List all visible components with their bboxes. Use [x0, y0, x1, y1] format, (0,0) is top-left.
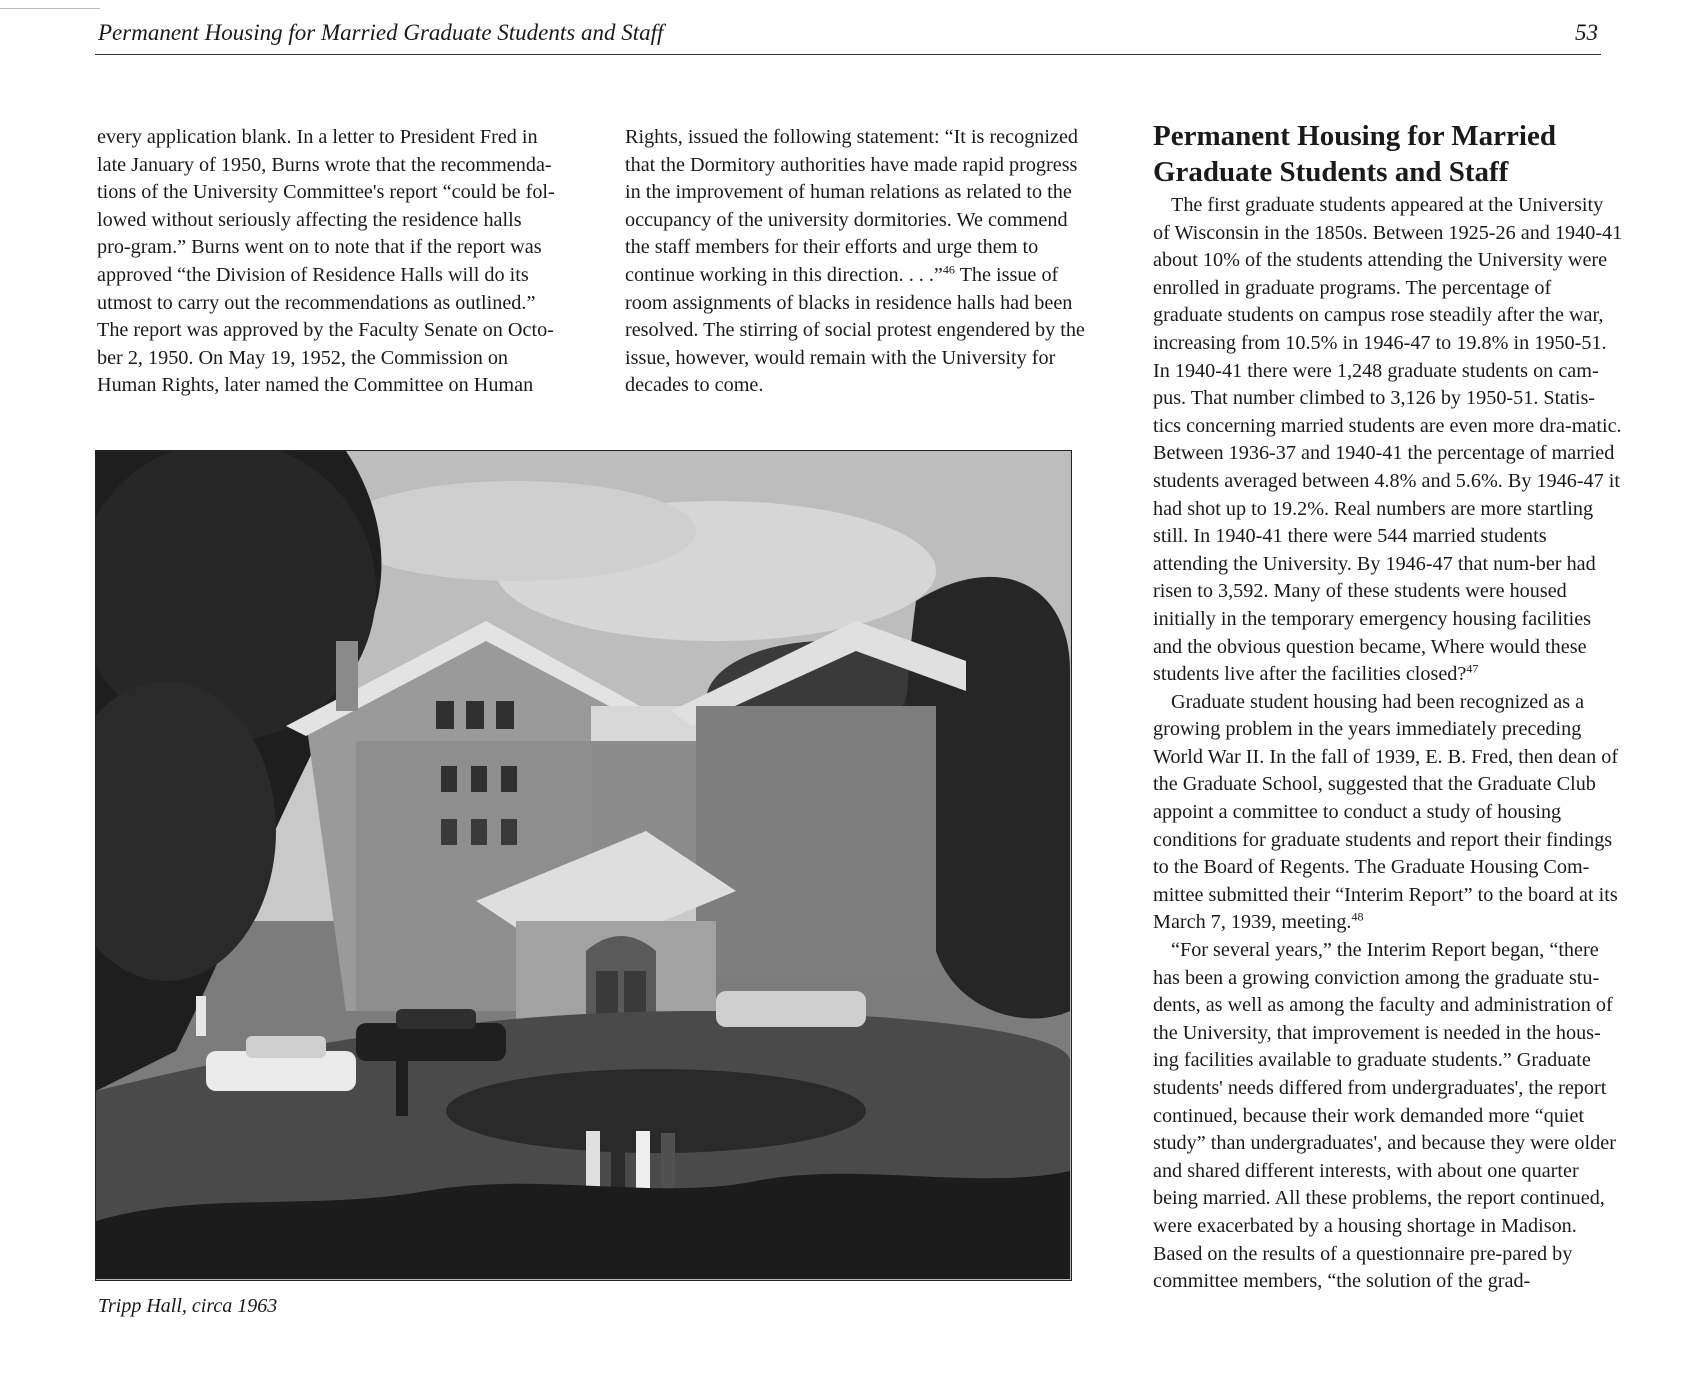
- paragraph-2: [1153, 689, 1623, 937]
- section-heading: Permanent Housing for Married Graduate Students and Staff: [1153, 120, 1556, 188]
- footnote-ref-47: 47: [1466, 661, 1479, 676]
- header-rule: [95, 54, 1601, 55]
- corner-rule: [0, 8, 100, 9]
- paragraph-col2-text-after: The issue of room assignments of blacks in residence halls had been resolved. The stirring of social protest engendered by the issue, however, would remain with the University for decades to come.: [625, 263, 1085, 397]
- paragraph-col1: every application blank. In a letter to President Fred in late January of 1950, Burns wrote that the recommenda-tions of the University Committee's report “could be fol-lowed without seriously affecting the residence halls pro-gram.” Burns went on to note that if the report was approved “the Division of Residence Halls will do its utmost to carry out the recommendations as outlined.” The report was approved by the Faculty Senate on Octo-ber 2, 1950. On May 19, 1952, the Commission on Human Rights, later named the Committee on Human: [97, 126, 555, 397]
- photo-illustration: [96, 451, 1070, 1279]
- paragraph-2-text: Graduate student housing had been recognized as a growing problem in the years immediately preceding World War II. In the fall of 1939, E. B. Fred, then dean of the Graduate School, suggested that the Graduate Club appoint a committee to conduct a study of housing conditions for graduate students and report their findings to the Board of Regents. The Graduate Housing Com-mittee submitted their “Interim Report” to the board at its March 7, 1939, meeting.: [1153, 690, 1619, 934]
- body-column-left: [97, 124, 557, 400]
- paragraph-col2-text: Rights, issued the following statement: “It is recognized that the Dormitory authorities have made rapid progress in the improvement of human relations as related to the occupancy of the university dormitories. We commend the staff members for their efforts and urge them to continue working in this direction. . . .”: [625, 126, 1079, 286]
- paragraph-col2: [625, 124, 1085, 400]
- page-number: 53: [1575, 20, 1598, 45]
- running-head: [98, 18, 1598, 54]
- paragraph-3: “For several years,” the Interim Report began, “there has been a growing conviction among the graduate stu-dents, as well as among the faculty and administration of the University, that improvement is needed in the hous-ing facilities available to graduate students.” Graduate students' needs differed from undergraduates', the report continued, because their work demanded more “quiet study” than undergraduates', and because they were older and shared different interests, with about one quarter being married. All these problems, the report continued, were exacerbated by a housing shortage in Madison. Based on the results of a questionnaire pre-pared by committee members, “the solution of the grad-: [1153, 939, 1616, 1293]
- body-column-middle: [625, 124, 1085, 400]
- body-column-right: [1153, 192, 1623, 1296]
- running-head-title: Permanent Housing for Married Graduate Students and Staff: [98, 20, 664, 45]
- paragraph-1: [1153, 192, 1623, 689]
- photo-caption: Tripp Hall, circa 1963: [98, 1295, 278, 1317]
- paragraph-1-text: The first graduate students appeared at the University of Wisconsin in the 1850s. Between 1925-26 and 1940-41 about 10% of the students attending the University were enrolled in graduate programs. The percentage of graduate students on campus rose steadily after the war, increasing from 10.5% in 1946-47 to 19.8% in 1950-51. In 1940-41 there were 1,248 graduate students on cam-pus. That number climbed to 3,126 by 1950-51. Statis-tics concerning married students are even more dra-matic. Between 1936-37 and 1940-41 the percentage of married students averaged between 4.8% and 5.6%. By 1946-47 it had shot up to 19.2%. Real numbers are more startling still. In 1940-41 there were 544 married students attending the University. By 1946-47 that num-ber had risen to 3,592. Many of these students were housed initially in the temporary emergency housing facilities and the obvious question became, Where would these students live after the facilities closed?: [1153, 194, 1623, 686]
- footnote-ref-48: 48: [1351, 909, 1364, 924]
- tripp-hall-photo: [95, 450, 1072, 1281]
- footnote-ref-46: 46: [942, 262, 955, 277]
